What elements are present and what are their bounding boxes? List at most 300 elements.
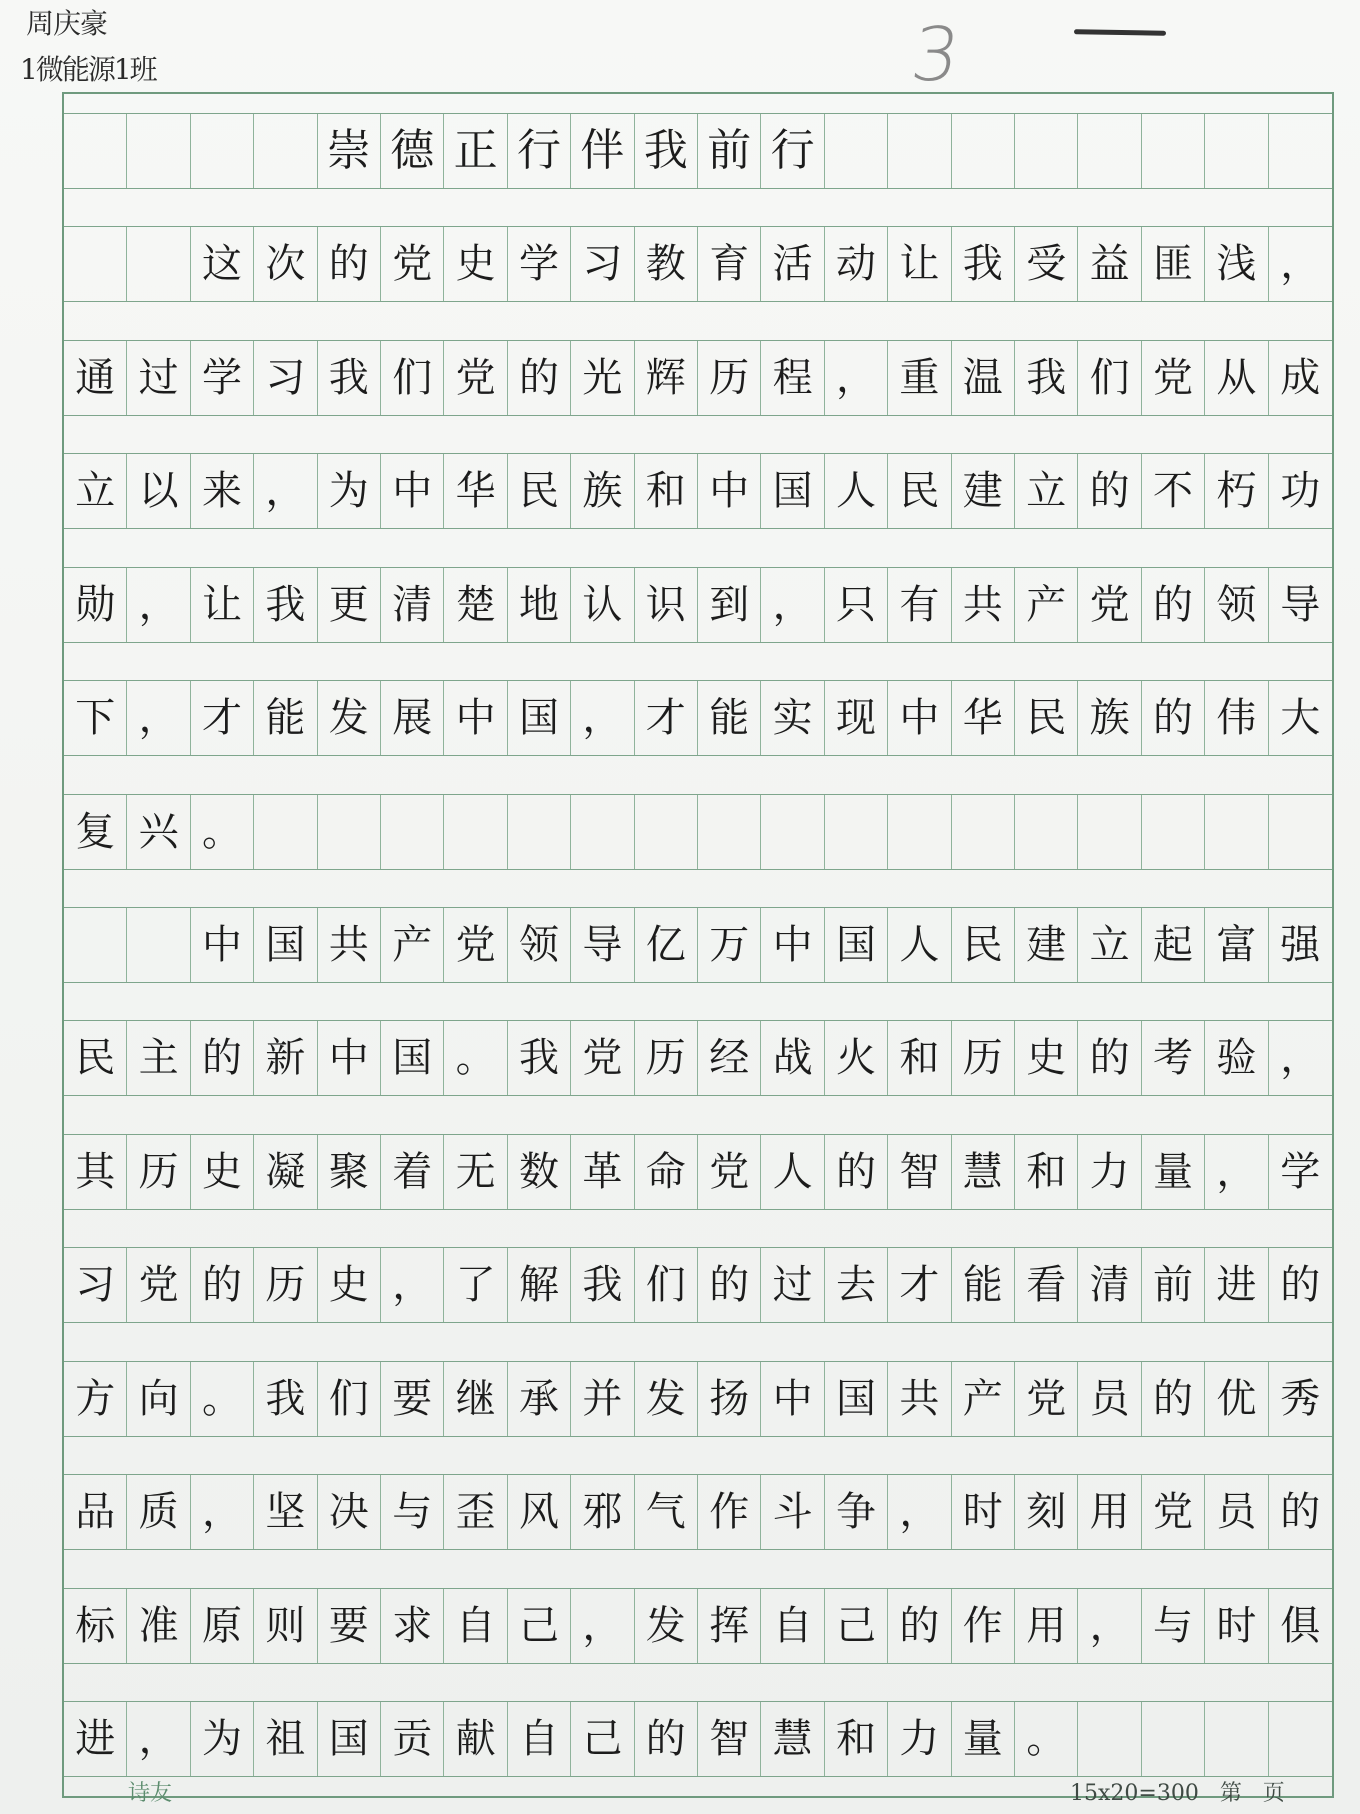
grid-cell: 朽 xyxy=(1205,454,1268,528)
grid-cell: 人 xyxy=(825,454,888,528)
grid-cell: 无 xyxy=(444,1135,507,1209)
grid-cell: 慧 xyxy=(761,1702,824,1776)
grid-cell: 楚 xyxy=(444,568,507,642)
writing-grid xyxy=(62,92,1334,1798)
grid-row xyxy=(64,1361,1332,1437)
grid-cell xyxy=(1078,1702,1141,1776)
grid-cell xyxy=(1205,114,1268,188)
grid-cell: 国 xyxy=(761,454,824,528)
grid-cell: 中 xyxy=(191,908,254,982)
grid-cell: ， xyxy=(1280,241,1321,288)
grid-cell xyxy=(1142,114,1205,188)
grid-cell: 用 xyxy=(1078,1475,1141,1549)
grid-cell: 才 xyxy=(191,681,254,755)
grid-cell: 展 xyxy=(381,681,444,755)
grid-cell: 共 xyxy=(952,568,1015,642)
grid-cell: 到 xyxy=(698,568,761,642)
grid-cell: 我 xyxy=(508,1021,571,1095)
grid-cell: 献 xyxy=(444,1702,507,1776)
grid-cell: 挥 xyxy=(698,1589,761,1663)
grid-cell xyxy=(571,795,634,869)
grid-cell: 的 xyxy=(191,1248,254,1322)
grid-cell xyxy=(1142,795,1205,869)
grid-cell: ， xyxy=(571,681,634,755)
grid-cell: 力 xyxy=(1078,1135,1141,1209)
grid-cell: 强 xyxy=(1280,922,1321,968)
grid-cell: 习 xyxy=(571,227,634,301)
grid-cell xyxy=(1269,114,1332,188)
grid-row xyxy=(64,1588,1332,1664)
grid-cell: 我 xyxy=(1015,341,1078,415)
grid-cell: 标 xyxy=(64,1589,127,1663)
page-number-mark: 3 xyxy=(905,12,966,98)
grid-cell: 和 xyxy=(635,454,698,528)
grid-cell: 民 xyxy=(952,908,1015,982)
grid-cell: ， xyxy=(888,1475,951,1549)
grid-cell: ， xyxy=(825,341,888,415)
grid-cell: 要 xyxy=(318,1589,381,1663)
grid-cell: 自 xyxy=(444,1589,507,1663)
grid-cell: 去 xyxy=(825,1248,888,1322)
grid-cell: ， xyxy=(1078,1589,1141,1663)
grid-cell: 我 xyxy=(571,1248,634,1322)
grid-cell: 程 xyxy=(761,341,824,415)
grid-cell: 了 xyxy=(444,1248,507,1322)
grid-cell: 祖 xyxy=(254,1702,317,1776)
grid-cell: 过 xyxy=(761,1248,824,1322)
grid-cell: 验 xyxy=(1205,1021,1268,1095)
grid-cell: 的 xyxy=(1142,568,1205,642)
grid-cell: 伴 xyxy=(571,114,634,188)
grid-cell: 我 xyxy=(254,568,317,642)
grid-cell: 能 xyxy=(254,681,317,755)
grid-cell: 党 xyxy=(1015,1362,1078,1436)
grid-cell: 党 xyxy=(698,1135,761,1209)
grid-cell: ， xyxy=(1205,1135,1268,1209)
grid-cell: 立 xyxy=(1015,454,1078,528)
grid-cell: ， xyxy=(571,1589,634,1663)
grid-cell: 学 xyxy=(508,227,571,301)
grid-cell: 战 xyxy=(761,1021,824,1095)
grid-cell: 历 xyxy=(254,1248,317,1322)
grid-cell: 自 xyxy=(761,1589,824,1663)
grid-cell: 光 xyxy=(571,341,634,415)
grid-cell: ， xyxy=(127,1702,190,1776)
grid-cell: 量 xyxy=(1142,1135,1205,1209)
grid-cell xyxy=(952,795,1015,869)
grid-cell xyxy=(191,114,254,188)
grid-cell: 斗 xyxy=(761,1475,824,1549)
grid-cell: 。 xyxy=(444,1021,507,1095)
grid-cell: 己 xyxy=(508,1589,571,1663)
grid-cell: 的 xyxy=(1142,681,1205,755)
grid-cell: 中 xyxy=(444,681,507,755)
grid-cell: 们 xyxy=(381,341,444,415)
grid-cell: 发 xyxy=(635,1362,698,1436)
grid-cell: 党 xyxy=(127,1248,190,1322)
grid-cell: 浅 xyxy=(1205,227,1268,301)
grid-cell xyxy=(888,114,951,188)
grid-cell: 历 xyxy=(127,1135,190,1209)
grid-cell: ， xyxy=(381,1248,444,1322)
grid-cell: 能 xyxy=(952,1248,1015,1322)
grid-cell: 原 xyxy=(191,1589,254,1663)
grid-cell: ， xyxy=(191,1475,254,1549)
grid-cell: 产 xyxy=(1015,568,1078,642)
grid-cell: 发 xyxy=(635,1589,698,1663)
grid-cell: 实 xyxy=(761,681,824,755)
grid-cell xyxy=(127,908,190,982)
grid-cell: ， xyxy=(1280,1035,1321,1082)
grid-cell: 时 xyxy=(952,1475,1015,1549)
grid-cell: 中 xyxy=(888,681,951,755)
grid-cell: 党 xyxy=(1142,1475,1205,1549)
grid-cell xyxy=(444,795,507,869)
grid-cell: 德 xyxy=(381,114,444,188)
grid-cell: 习 xyxy=(254,341,317,415)
grid-row xyxy=(64,794,1332,870)
grid-cell: 慧 xyxy=(952,1135,1015,1209)
grid-cell: 贡 xyxy=(381,1702,444,1776)
grid-cell: 才 xyxy=(635,681,698,755)
grid-cell: 认 xyxy=(571,568,634,642)
grid-cell: 用 xyxy=(1015,1589,1078,1663)
grid-cell: 凝 xyxy=(254,1135,317,1209)
grid-cell: 火 xyxy=(825,1021,888,1095)
grid-cell: 国 xyxy=(318,1702,381,1776)
grid-cell: 的 xyxy=(1078,454,1141,528)
grid-cell: 国 xyxy=(381,1021,444,1095)
grid-cell: 学 xyxy=(1280,1148,1321,1195)
grid-cell: 力 xyxy=(888,1702,951,1776)
grid-cell: 前 xyxy=(1142,1248,1205,1322)
grid-row xyxy=(64,907,1332,983)
grid-cell: 发 xyxy=(318,681,381,755)
grid-cell: ， xyxy=(127,681,190,755)
grid-cell: 主 xyxy=(127,1021,190,1095)
grid-cell: 。 xyxy=(191,795,254,869)
grid-cell: 产 xyxy=(952,1362,1015,1436)
grid-cell: 人 xyxy=(888,908,951,982)
grid-cell: 辉 xyxy=(635,341,698,415)
grid-cell: 让 xyxy=(191,568,254,642)
grid-cell: 立 xyxy=(64,454,127,528)
grid-cell xyxy=(1015,795,1078,869)
grid-cell xyxy=(127,227,190,301)
grid-row xyxy=(64,226,1332,302)
grid-cell: 气 xyxy=(635,1475,698,1549)
grid-cell: 看 xyxy=(1015,1248,1078,1322)
grid-row xyxy=(64,1247,1332,1323)
grid-cell: 们 xyxy=(635,1248,698,1322)
grid-cell: 风 xyxy=(508,1475,571,1549)
grid-cell: 并 xyxy=(571,1362,634,1436)
grid-cell: 的 xyxy=(825,1135,888,1209)
grid-cell: 匪 xyxy=(1142,227,1205,301)
grid-cell: 争 xyxy=(825,1475,888,1549)
paper-brand: 诗友 xyxy=(128,1781,173,1806)
grid-cell: 导 xyxy=(1280,581,1321,628)
grid-cell: 的 xyxy=(1078,1021,1141,1095)
grid-cell: 史 xyxy=(1015,1021,1078,1095)
grid-cell xyxy=(318,795,381,869)
grid-cell xyxy=(64,908,127,982)
grid-cell: 员 xyxy=(1078,1362,1141,1436)
grid-cell: 复 xyxy=(64,795,127,869)
grid-cell: 命 xyxy=(635,1135,698,1209)
grid-cell xyxy=(698,795,761,869)
grid-cell: 的 xyxy=(888,1589,951,1663)
grid-cell: 共 xyxy=(318,908,381,982)
grid-cell: 着 xyxy=(381,1135,444,1209)
grid-cell: 华 xyxy=(952,681,1015,755)
grid-cell: 经 xyxy=(698,1021,761,1095)
grid-cell: 邪 xyxy=(571,1475,634,1549)
grid-cell: 为 xyxy=(318,454,381,528)
grid-cell: 地 xyxy=(508,568,571,642)
grid-cell: 进 xyxy=(1205,1248,1268,1322)
grid-cell: 历 xyxy=(952,1021,1015,1095)
grid-cell xyxy=(64,114,127,188)
grid-rows-container xyxy=(64,94,1332,1796)
grid-cell: 的 xyxy=(508,341,571,415)
grid-cell: 革 xyxy=(571,1135,634,1209)
grid-cell xyxy=(1142,1702,1205,1776)
grid-cell: 承 xyxy=(508,1362,571,1436)
grid-cell: 智 xyxy=(698,1702,761,1776)
grid-cell: 伟 xyxy=(1205,681,1268,755)
grid-cell: 建 xyxy=(952,454,1015,528)
grid-cell: 领 xyxy=(1205,568,1268,642)
grid-cell: 俱 xyxy=(1280,1602,1321,1649)
grid-cell: 清 xyxy=(381,568,444,642)
grid-cell: 的 xyxy=(318,227,381,301)
paper-page-meta: 15x20=300 第 页 xyxy=(1070,1781,1285,1806)
grid-cell: 建 xyxy=(1015,908,1078,982)
grid-cell: 们 xyxy=(318,1362,381,1436)
grid-cell: 这 xyxy=(191,227,254,301)
grid-cell xyxy=(64,227,127,301)
grid-cell: 为 xyxy=(191,1702,254,1776)
grid-cell: 下 xyxy=(64,681,127,755)
grid-cell: 教 xyxy=(635,227,698,301)
grid-cell: 识 xyxy=(635,568,698,642)
grid-cell: 正 xyxy=(444,114,507,188)
grid-cell: 我 xyxy=(318,341,381,415)
grid-cell: 民 xyxy=(888,454,951,528)
grid-cell: 党 xyxy=(571,1021,634,1095)
grid-cell: 和 xyxy=(888,1021,951,1095)
grid-cell: 准 xyxy=(127,1589,190,1663)
grid-cell xyxy=(1269,795,1332,869)
grid-cell xyxy=(127,114,190,188)
grid-cell: 的 xyxy=(1280,1489,1321,1536)
grid-row xyxy=(64,1134,1332,1210)
grid-cell: 从 xyxy=(1205,341,1268,415)
grid-row xyxy=(64,1474,1332,1550)
grid-cell: 方 xyxy=(64,1362,127,1436)
grid-cell: 秀 xyxy=(1280,1375,1321,1422)
grid-cell: 华 xyxy=(444,454,507,528)
grid-cell: 自 xyxy=(508,1702,571,1776)
grid-cell: 则 xyxy=(254,1589,317,1663)
grid-cell: 来 xyxy=(191,454,254,528)
grid-cell: 起 xyxy=(1142,908,1205,982)
grid-cell: 中 xyxy=(761,1362,824,1436)
grid-cell: 国 xyxy=(825,908,888,982)
grid-cell: 解 xyxy=(508,1248,571,1322)
grid-cell: 己 xyxy=(571,1702,634,1776)
grid-cell: 作 xyxy=(698,1475,761,1549)
grid-cell: 向 xyxy=(127,1362,190,1436)
grid-cell xyxy=(1269,1702,1332,1776)
grid-cell: 中 xyxy=(318,1021,381,1095)
grid-cell: 要 xyxy=(381,1362,444,1436)
grid-cell: 通 xyxy=(64,341,127,415)
grid-cell: 。 xyxy=(191,1362,254,1436)
grid-cell: 次 xyxy=(254,227,317,301)
grid-cell: 更 xyxy=(318,568,381,642)
grid-cell: 优 xyxy=(1205,1362,1268,1436)
grid-cell: 以 xyxy=(127,454,190,528)
grid-cell: 和 xyxy=(1015,1135,1078,1209)
grid-row xyxy=(64,567,1332,643)
grid-cell: 国 xyxy=(254,908,317,982)
grid-cell: 领 xyxy=(508,908,571,982)
grid-cell: 崇 xyxy=(318,114,381,188)
grid-cell: 过 xyxy=(127,341,190,415)
grid-cell xyxy=(952,114,1015,188)
grid-cell: 益 xyxy=(1078,227,1141,301)
grid-cell: 民 xyxy=(1015,681,1078,755)
grid-cell: 立 xyxy=(1078,908,1141,982)
grid-cell: 受 xyxy=(1015,227,1078,301)
grid-row xyxy=(64,1701,1332,1777)
grid-row xyxy=(64,453,1332,529)
grid-cell: 才 xyxy=(888,1248,951,1322)
grid-cell xyxy=(825,795,888,869)
grid-cell xyxy=(761,795,824,869)
grid-cell xyxy=(508,795,571,869)
grid-cell: 勋 xyxy=(64,568,127,642)
grid-cell: 能 xyxy=(698,681,761,755)
grid-cell: 己 xyxy=(825,1589,888,1663)
grid-cell: 学 xyxy=(191,341,254,415)
grid-cell: 族 xyxy=(571,454,634,528)
grid-cell: 们 xyxy=(1078,341,1141,415)
grid-cell: 国 xyxy=(508,681,571,755)
grid-cell: 族 xyxy=(1078,681,1141,755)
grid-cell: 和 xyxy=(825,1702,888,1776)
grid-cell: 温 xyxy=(952,341,1015,415)
grid-cell: 前 xyxy=(698,114,761,188)
grid-cell: 有 xyxy=(888,568,951,642)
grid-cell: 新 xyxy=(254,1021,317,1095)
grid-cell: 歪 xyxy=(444,1475,507,1549)
grid-cell: 党 xyxy=(444,908,507,982)
grid-cell: 习 xyxy=(64,1248,127,1322)
grid-cell xyxy=(381,795,444,869)
grid-cell xyxy=(1078,114,1141,188)
grid-cell: 质 xyxy=(127,1475,190,1549)
grid-cell: 行 xyxy=(508,114,571,188)
grid-cell: 进 xyxy=(64,1702,127,1776)
grid-row xyxy=(64,680,1332,756)
grid-cell: 让 xyxy=(888,227,951,301)
grid-cell: 只 xyxy=(825,568,888,642)
grid-cell: 功 xyxy=(1280,468,1321,515)
grid-cell xyxy=(1205,1702,1268,1776)
grid-cell: 。 xyxy=(1015,1702,1078,1776)
grid-cell: 共 xyxy=(888,1362,951,1436)
grid-row xyxy=(64,1020,1332,1096)
grid-cell: 我 xyxy=(635,114,698,188)
grid-cell: 作 xyxy=(952,1589,1015,1663)
grid-cell: ， xyxy=(254,454,317,528)
grid-cell: 中 xyxy=(381,454,444,528)
grid-cell: 的 xyxy=(635,1702,698,1776)
grid-cell: 中 xyxy=(761,908,824,982)
grid-cell: 导 xyxy=(571,908,634,982)
grid-cell: 党 xyxy=(1142,341,1205,415)
grid-cell: 数 xyxy=(508,1135,571,1209)
student-class: 1微能源1班 xyxy=(20,53,156,86)
grid-cell: 的 xyxy=(698,1248,761,1322)
grid-cell: 产 xyxy=(381,908,444,982)
grid-cell: 民 xyxy=(508,454,571,528)
grid-cell: 成 xyxy=(1280,354,1321,401)
grid-cell: 员 xyxy=(1205,1475,1268,1549)
grid-cell: 活 xyxy=(761,227,824,301)
grid-cell: 的 xyxy=(1142,1362,1205,1436)
grid-cell: 富 xyxy=(1205,908,1268,982)
grid-cell: 亿 xyxy=(635,908,698,982)
grid-cell: 与 xyxy=(1142,1589,1205,1663)
grid-cell: 不 xyxy=(1142,454,1205,528)
grid-cell: 万 xyxy=(698,908,761,982)
grid-cell: 国 xyxy=(825,1362,888,1436)
grid-cell: 人 xyxy=(761,1135,824,1209)
grid-cell: 中 xyxy=(698,454,761,528)
grid-cell: 现 xyxy=(825,681,888,755)
grid-cell xyxy=(254,795,317,869)
grid-cell: 党 xyxy=(444,341,507,415)
grid-cell: 我 xyxy=(254,1362,317,1436)
grid-cell: 历 xyxy=(635,1021,698,1095)
grid-cell xyxy=(1205,795,1268,869)
grid-cell xyxy=(254,114,317,188)
grid-cell: 党 xyxy=(1078,568,1141,642)
grid-cell: 行 xyxy=(761,114,824,188)
grid-cell: 决 xyxy=(318,1475,381,1549)
grid-row xyxy=(64,340,1332,416)
grid-cell: 求 xyxy=(381,1589,444,1663)
grid-cell xyxy=(1078,795,1141,869)
grid-cell: 史 xyxy=(318,1248,381,1322)
grid-cell: 聚 xyxy=(318,1135,381,1209)
grid-cell: 品 xyxy=(64,1475,127,1549)
grid-cell: 考 xyxy=(1142,1021,1205,1095)
student-name: 周庆豪 xyxy=(26,7,108,40)
grid-cell: 我 xyxy=(952,227,1015,301)
grid-cell: 史 xyxy=(444,227,507,301)
grid-cell: 民 xyxy=(64,1021,127,1095)
grid-cell: 育 xyxy=(698,227,761,301)
grid-cell: ， xyxy=(761,568,824,642)
grid-cell: 的 xyxy=(191,1021,254,1095)
grid-cell xyxy=(635,795,698,869)
grid-cell: 历 xyxy=(698,341,761,415)
